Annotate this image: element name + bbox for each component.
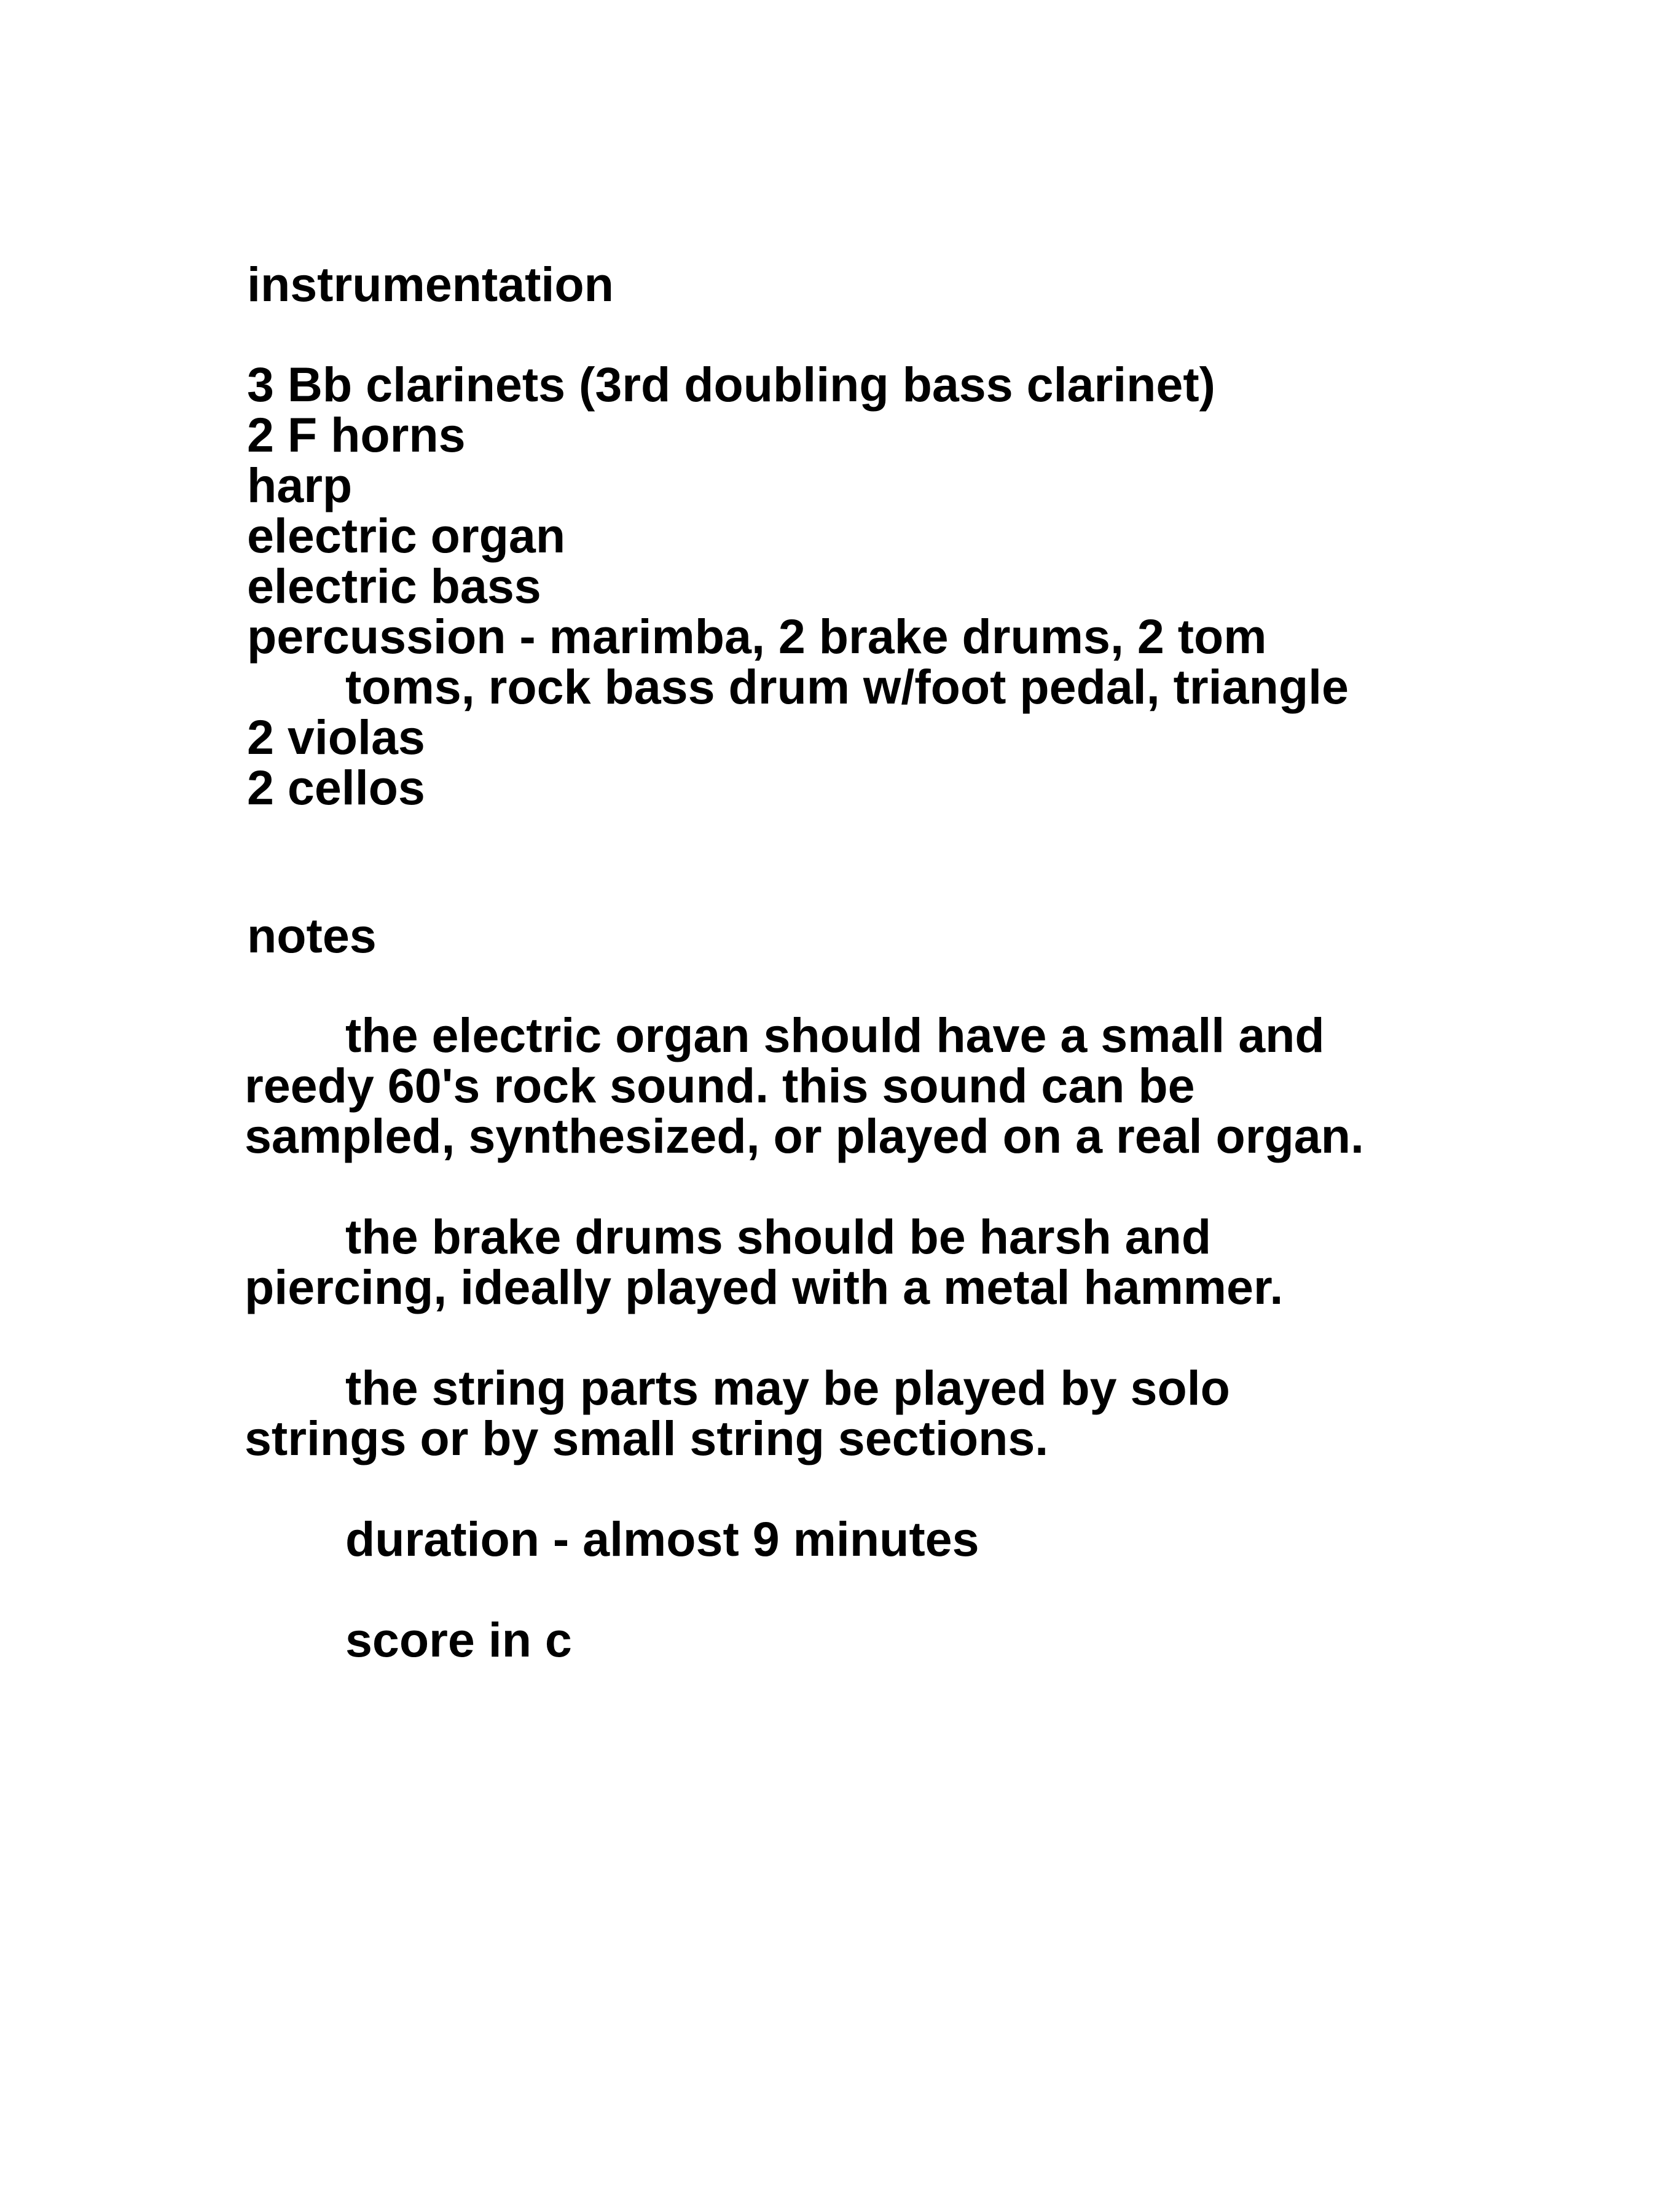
- instrument-item: 2 cellos: [247, 760, 425, 815]
- note-line: sampled, synthesized, or played on a real organ.: [245, 1108, 1364, 1163]
- note-line: piercing, ideally played with a metal hammer.: [245, 1260, 1284, 1314]
- note-line: the brake drums should be harsh and: [345, 1209, 1212, 1264]
- notes-heading: notes: [247, 908, 377, 963]
- instrument-item: harp: [247, 458, 353, 512]
- note-line: reedy 60's rock sound. this sound can be: [245, 1058, 1195, 1113]
- instrument-item: electric bass: [247, 559, 541, 613]
- instrument-item: 3 Bb clarinets (3rd doubling bass clarinet): [247, 357, 1215, 412]
- note-line: the electric organ should have a small and: [345, 1008, 1325, 1062]
- duration-line: duration - almost 9 minutes: [345, 1512, 979, 1566]
- instrumentation-heading: instrumentation: [247, 257, 614, 312]
- score-key-line: score in c: [345, 1612, 572, 1667]
- instrument-item-continuation: toms, rock bass drum w/foot pedal, triangle: [345, 659, 1349, 714]
- note-line: the string parts may be played by solo: [345, 1360, 1230, 1415]
- instrument-item: electric organ: [247, 508, 566, 563]
- instrument-item: 2 F horns: [247, 407, 466, 462]
- instrument-item: 2 violas: [247, 710, 425, 764]
- instrument-item: percussion - marimba, 2 brake drums, 2 tom: [247, 609, 1267, 664]
- note-line: strings or by small string sections.: [245, 1411, 1049, 1465]
